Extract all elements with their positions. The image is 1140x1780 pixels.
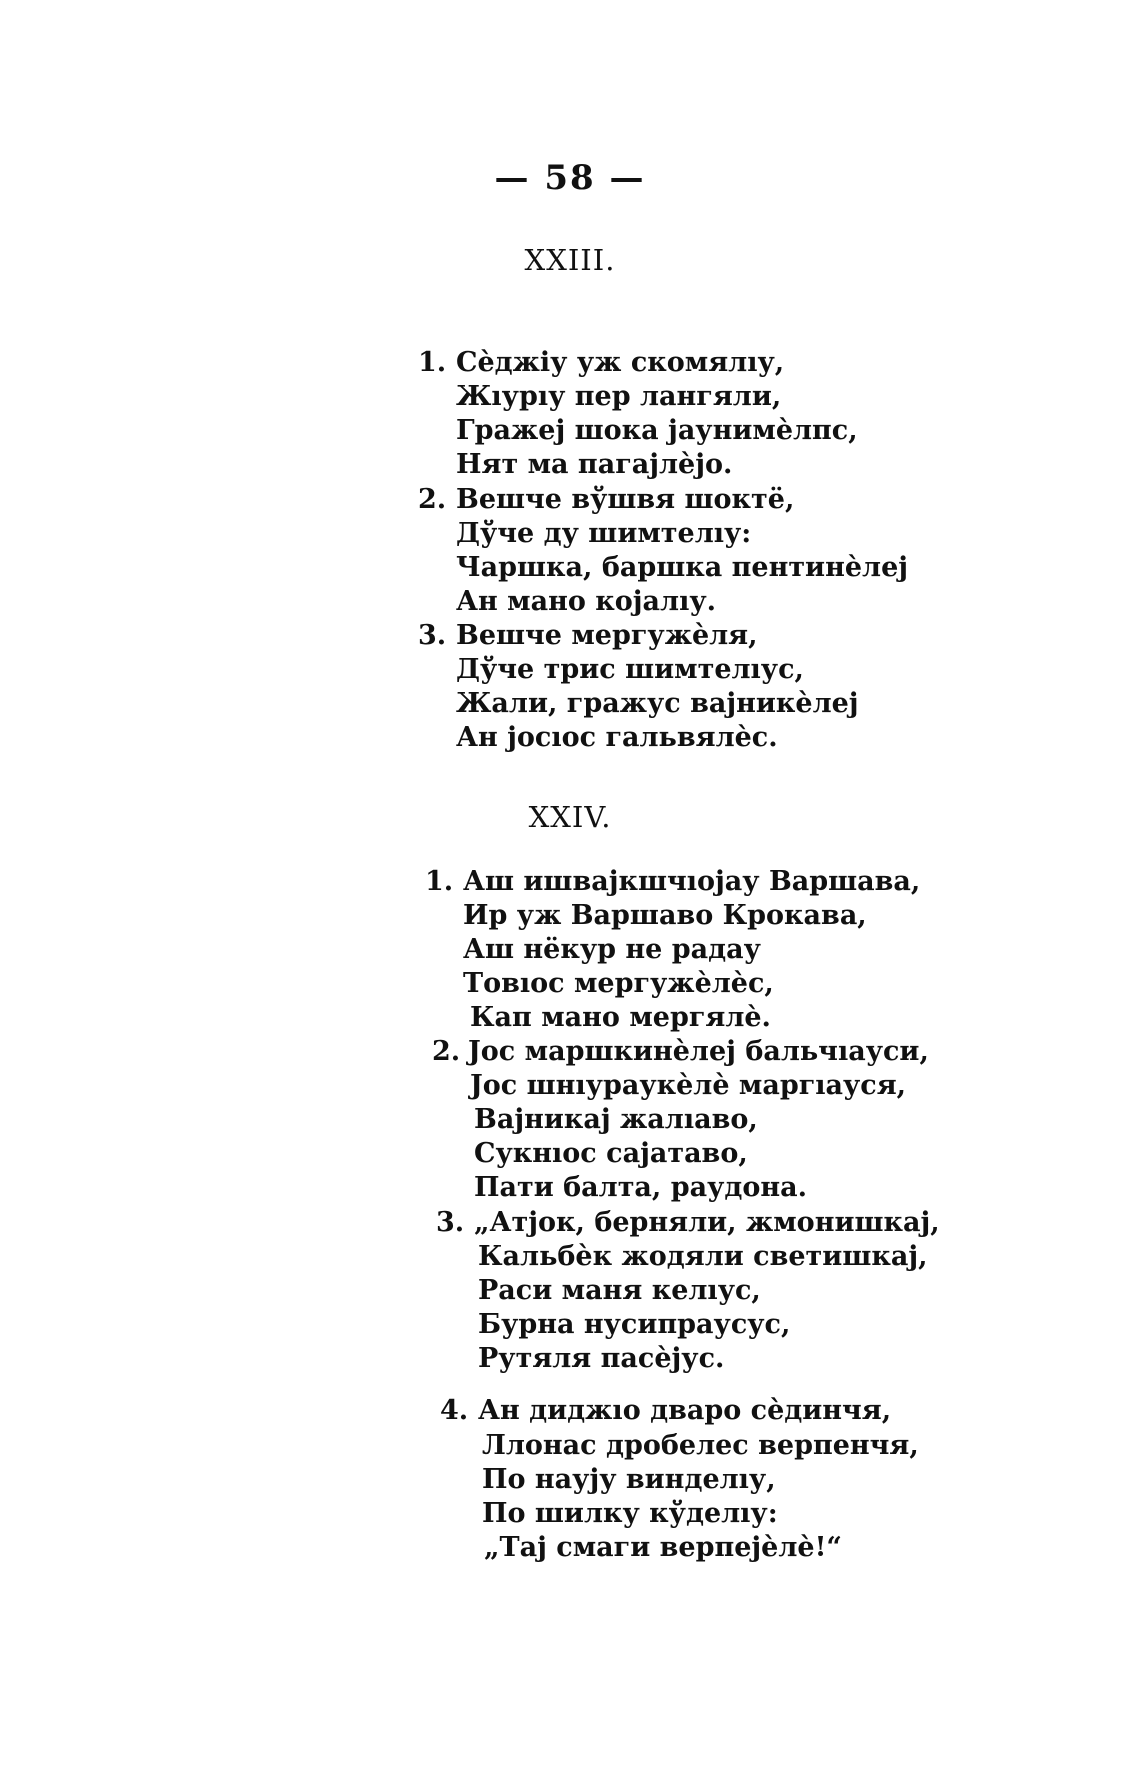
verse-line: Сѐджіу уж скомялıу, <box>456 347 785 378</box>
verse-line: Аш ишвајкшчıојау Варшава, <box>463 866 921 897</box>
verse-line: Вешче вўшвя шоктё, <box>456 484 795 515</box>
page-number: — 58 — <box>494 158 646 198</box>
verse-line: Чаршка, баршка пентинѐлеј <box>456 552 909 583</box>
verse-line: Дўче трис шимтелıус, <box>456 654 804 685</box>
section-title-xxiv: XXIV. <box>528 800 612 834</box>
verse-line: Вајникај жалıаво, <box>474 1104 758 1135</box>
verse-line: По шилку кўделıу: <box>482 1498 778 1529</box>
verse-line: По наују винделıу, <box>482 1464 776 1495</box>
verse-line: Гражеј шока јаунимѐлпс, <box>456 415 858 446</box>
verse-line: Пати балта, раудона. <box>474 1172 808 1203</box>
stanza-number: 3. <box>436 1207 465 1238</box>
verse-line: Јос шнıураукѐлѐ маргıауся, <box>470 1070 907 1101</box>
verse-line: „Тај смаги верпејѐлѐ!“ <box>484 1532 842 1563</box>
verse-line: Ллонас дробелес верпенчя, <box>482 1430 919 1461</box>
verse-line: Нят ма пагајлѐјо. <box>456 449 733 480</box>
verse-line: Ан мано којалıу. <box>456 586 717 617</box>
verse-line: Бурна нусипраусус, <box>478 1309 791 1340</box>
verse-line: Раси маня келıус, <box>478 1275 761 1306</box>
verse-line: Рутяля пасѐјус. <box>478 1343 725 1374</box>
verse-line: Кальбѐк жодяли светишкај, <box>478 1241 928 1272</box>
section-title-xxiii: XXIII. <box>524 243 616 277</box>
verse-line: Ан диджıо дваро сѐдинчя, <box>478 1395 892 1426</box>
verse-line: Товıос мергужѐлѐс, <box>463 968 774 999</box>
stanza-number: 2. <box>418 484 447 515</box>
verse-line: Вешче мергужѐля, <box>456 620 758 651</box>
verse-line: Жıурıу пер лангяли, <box>456 381 782 412</box>
verse-line: Жали, гражус вајникѐлеј <box>456 688 859 719</box>
verse-line: Ан јосıос гальвялѐс. <box>456 722 778 753</box>
verse-line: Аш нёкур не радау <box>463 934 761 965</box>
stanza-number: 4. <box>440 1395 469 1426</box>
verse-line: Дўче ду шимтелıу: <box>456 518 752 549</box>
verse-line: Ир уж Варшаво Крокава, <box>463 900 867 931</box>
verse-line: Јос маршкинѐлеј бальчıауси, <box>468 1036 929 1067</box>
verse-line: „Атјок, берняли, жмонишкај, <box>474 1207 940 1238</box>
verse-line: Сукнıос сајатаво, <box>474 1138 748 1169</box>
stanza-number: 2. <box>432 1036 461 1067</box>
stanza-number: 3. <box>418 620 447 651</box>
verse-line: Кап мано мергялѐ. <box>470 1002 771 1033</box>
stanza-number: 1. <box>425 866 454 897</box>
stanza-number: 1. <box>418 347 447 378</box>
